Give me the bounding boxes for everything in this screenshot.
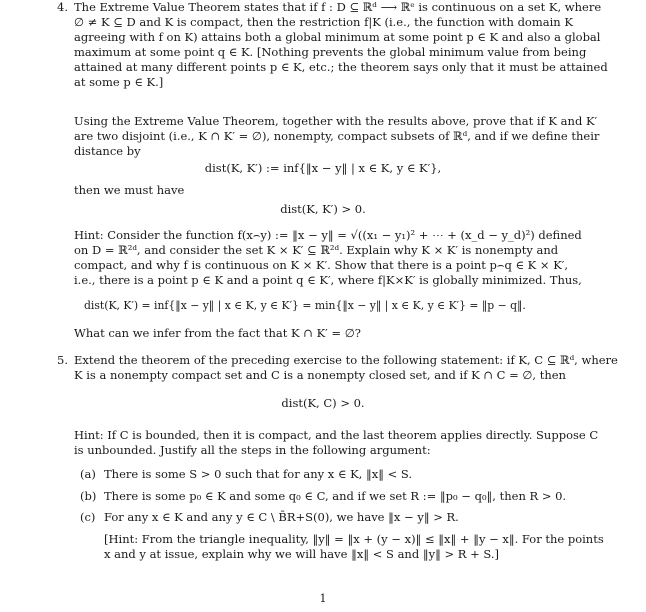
exercise-4-line: ∅ ≠ K ⊆ D and K is compact, then the restriction f|K (i.e., the function with domain K bbox=[74, 15, 573, 29]
exercise-4-number: 4. bbox=[57, 0, 68, 14]
hint-line: Hint: If C is bounded, then it is compact, and the last theorem applies directly. Suppose C bbox=[74, 428, 599, 442]
step-text: There is some p₀ ∈ K and some q₀ ∈ C, and if we set R := ‖p₀ − q₀‖, then R > 0. bbox=[104, 489, 567, 503]
hint-line: Hint: Consider the function f(x⌢y) := ‖x − y‖ = √((x₁ − y₁)² + ⋯ + (x_d − y_d)²) defined bbox=[74, 228, 582, 242]
hint-line: on D = ℝ²ᵈ, and consider the set K × K′ ⊆ ℝ²ᵈ. Explain why K × K′ is nonempty and bbox=[74, 243, 559, 257]
exercise-4-line: The Extreme Value Theorem states that if f : D ⊆ ℝᵈ ⟶ ℝᵉ is continuous on a set K, where bbox=[74, 0, 602, 14]
step-label: (c) bbox=[80, 510, 96, 524]
step-label: (b) bbox=[80, 489, 97, 503]
hint-line: compact, and why f is continuous on K × K′. Show that there is a point p⌢q ∈ K × K′, bbox=[74, 258, 569, 272]
inf-min-equation: dist(K, K′) = inf{‖x − y‖ | x ∈ K, y ∈ K′} = min{‖x − y‖ | x ∈ K, y ∈ K′} = ‖p − q‖. bbox=[84, 299, 526, 312]
exercise-5-number: 5. bbox=[57, 353, 68, 367]
exercise-5-line: K is a nonempty compact set and C is a nonempty closed set, and if K ∩ C = ∅, then bbox=[74, 368, 566, 382]
exercise-4-paragraph-line: are two disjoint (i.e., K ∩ K′ = ∅), nonempty, compact subsets of ℝᵈ, and if we define their bbox=[74, 129, 600, 143]
distance-positive-equation: dist(K, K′) > 0. bbox=[280, 202, 366, 216]
exercise-5-line: Extend the theorem of the preceding exercise to the following statement: if K, C ⊆ ℝᵈ, where bbox=[74, 353, 618, 367]
distance-definition-equation: dist(K, K′) := inf{‖x − y‖ | x ∈ K, y ∈ K′}, bbox=[204, 161, 442, 175]
step-text: For any x ∈ K and any y ∈ C \ B̄R+S(0), we have ‖x − y‖ > R. bbox=[104, 510, 459, 524]
then-we-must-have: then we must have bbox=[74, 183, 185, 197]
exercise-4-paragraph-line: Using the Extreme Value Theorem, together with the results above, prove that if K and K′ bbox=[74, 114, 598, 128]
disjoint-question: What can we infer from the fact that K ∩ K′ = ∅? bbox=[74, 326, 361, 340]
exercise-4-paragraph-line: distance by bbox=[74, 144, 141, 158]
step-text: There is some S > 0 such that for any x ∈ K, ‖x‖ < S. bbox=[104, 467, 413, 481]
exercise-4-line: agreeing with f on K) attains both a global minimum at some point p ∈ K and also a global bbox=[74, 30, 601, 44]
hint-line: i.e., there is a point p ∈ K and a point q ∈ K′, where f|K×K′ is globally minimized. Thus, bbox=[74, 273, 582, 287]
exercise-4-line: attained at many different points p ∈ K, etc.; the theorem says only that it must be attained bbox=[74, 60, 608, 74]
exercise-4-line: at some p ∈ K.] bbox=[74, 75, 164, 89]
final-hint-line: [Hint: From the triangle inequality, ‖y‖ = ‖x + (y − x)‖ ≤ ‖x‖ + ‖y − x‖. For the points bbox=[104, 532, 604, 546]
distance-positive-equation-2: dist(K, C) > 0. bbox=[281, 396, 365, 410]
step-label: (a) bbox=[80, 467, 96, 481]
page-number: 1 bbox=[319, 592, 327, 605]
exercise-4-line: maximum at some point q ∈ K. [Nothing prevents the global minimum value from being bbox=[74, 45, 587, 59]
hint-line: is unbounded. Justify all the steps in the following argument: bbox=[74, 443, 431, 457]
final-hint-line: x and y at issue, explain why we will have ‖x‖ < S and ‖y‖ > R + S.] bbox=[104, 547, 500, 561]
